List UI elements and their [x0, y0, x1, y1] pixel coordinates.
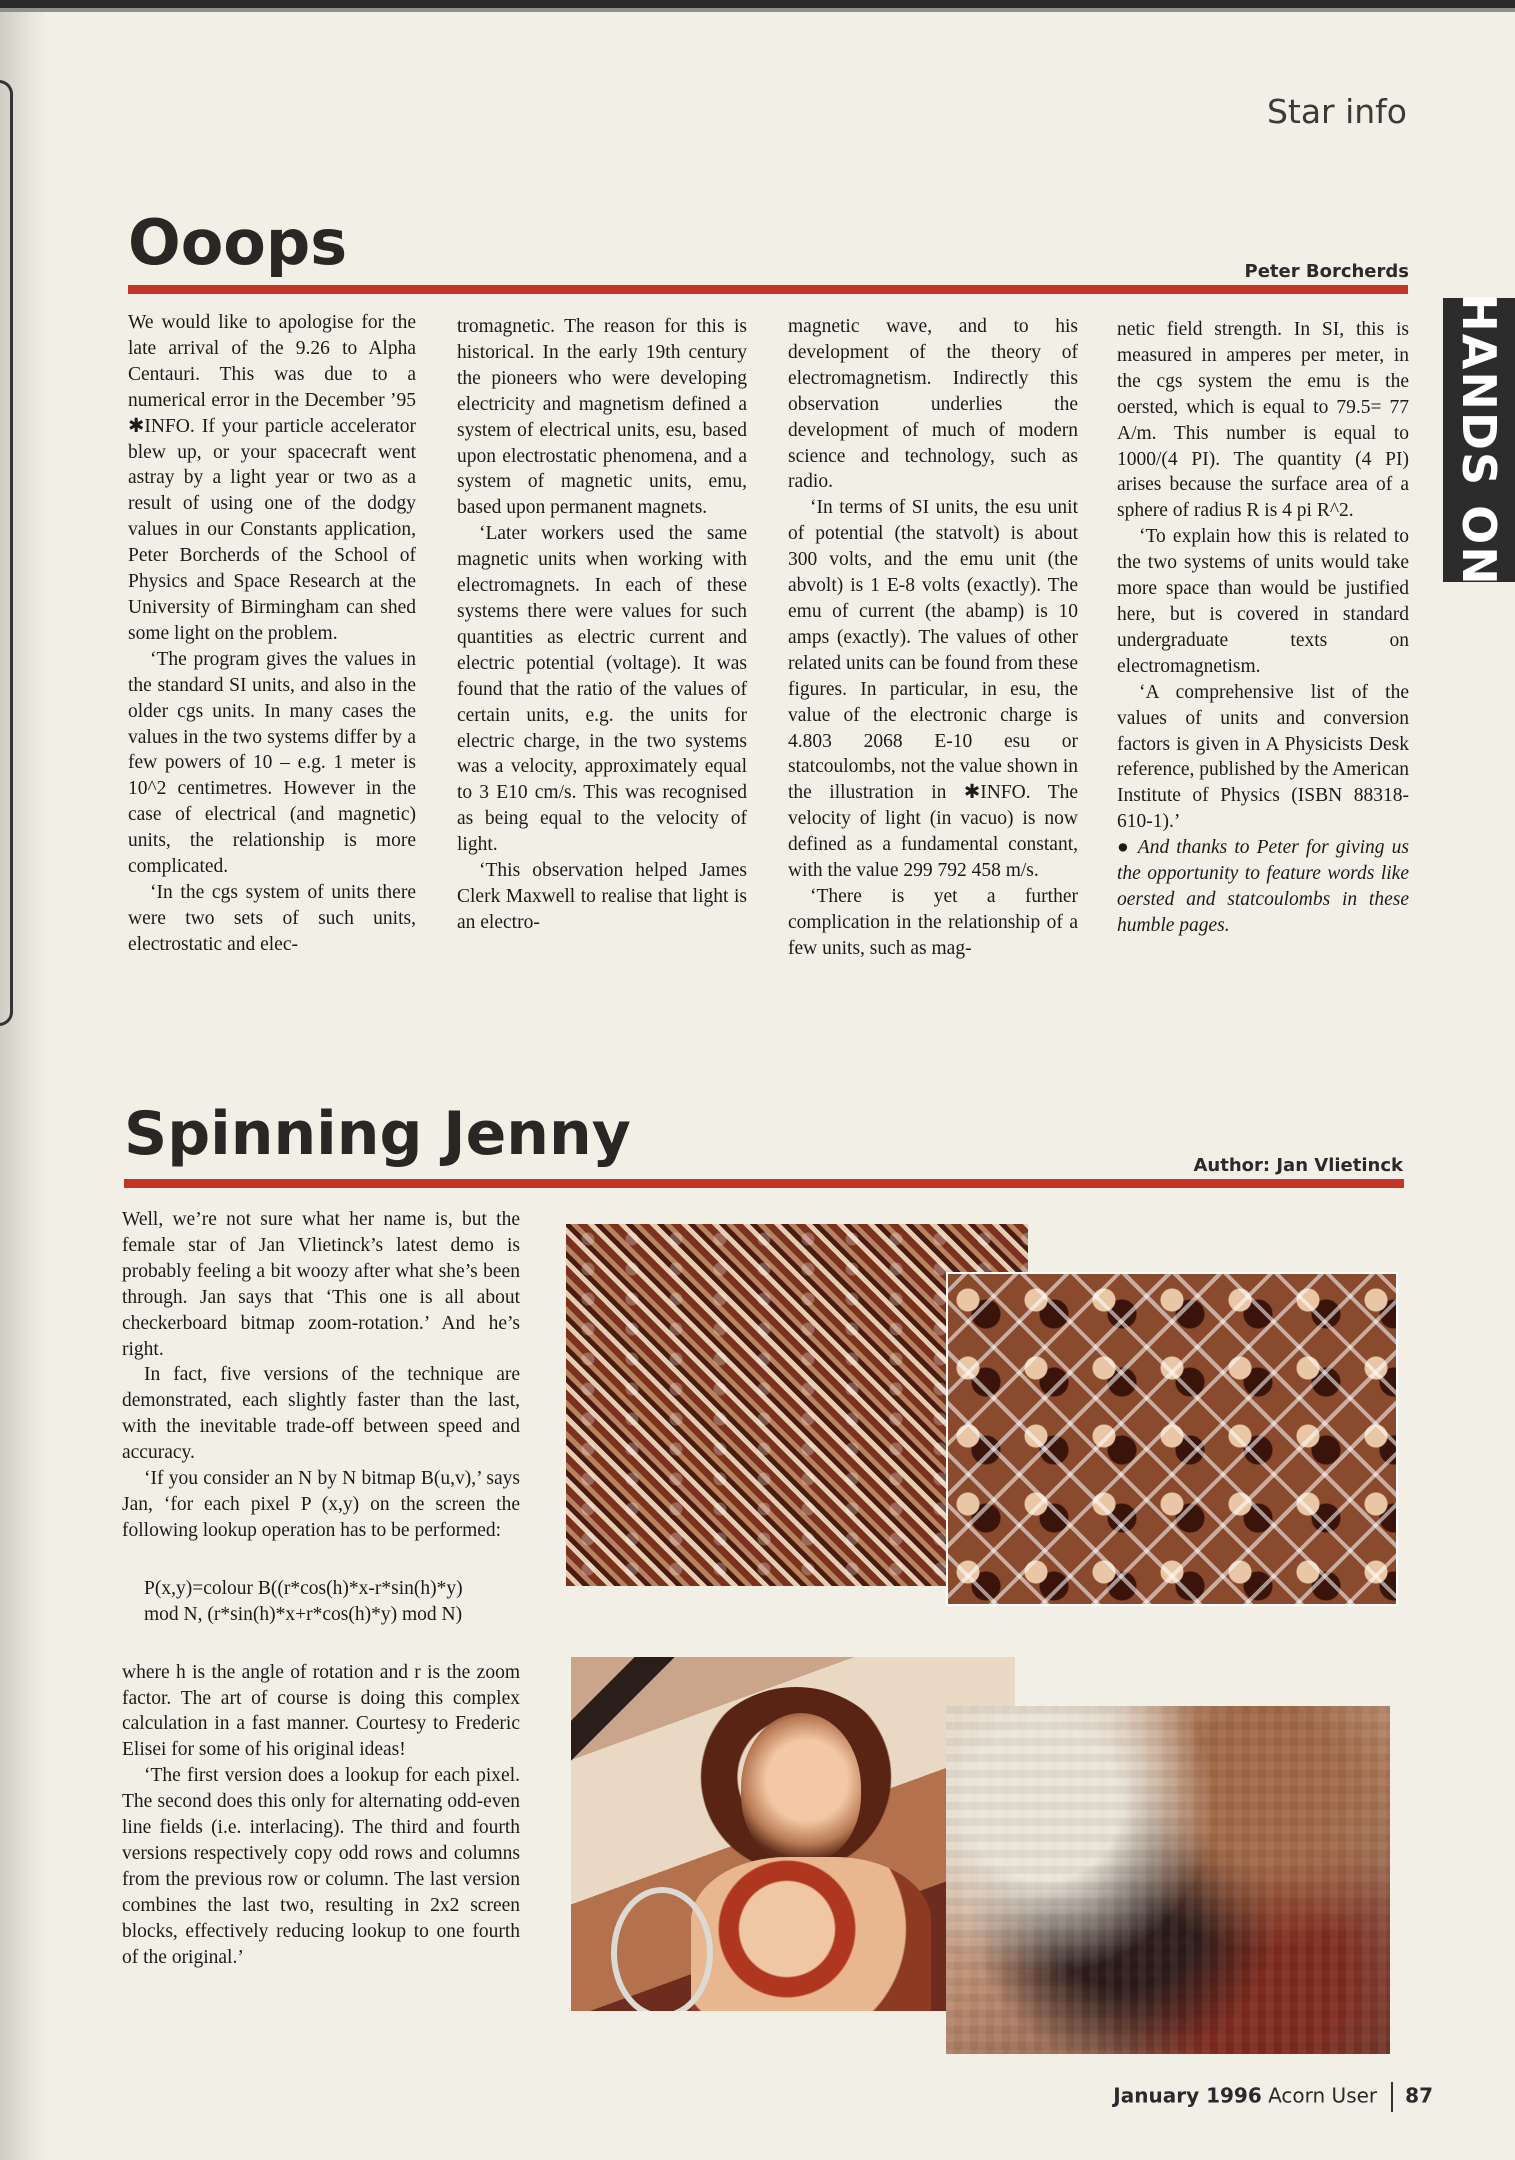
paragraph: ‘The first version does a lookup for each pixel. The second does this only for alternating odd-even line fields (i.e. interlacing). The third and fourth versions respectively copy odd rows and columns from the previous row or column. The last version combines the last two, resulting in 2x2 screen blocks, effectively reducing lookup to one fourth of the original.’ [122, 1765, 520, 1968]
article-byline-ooops: Peter Borcherds [1244, 261, 1409, 282]
ooops-column-4 [1117, 317, 1409, 939]
page-footer [1113, 2082, 1433, 2112]
formula-line-1: P(x,y)=colour B((r*cos(h)*x-r*sin(h)*y) [144, 1577, 463, 1599]
paragraph: ‘In terms of SI units, the esu unit of potential (the statvolt) is about 300 volts, and the emu unit (the abvolt) is 1 E-8 volts (exactly). The emu of current (the abamp) is 10 amps (exactly). The values of other related units can be found from these figures. In particular, in esu, the value of the electronic charge is 4.803 2068 E-10 esu or statcoulombs, not the value shown in the illustration in ✱INFO. The velocity of light (in vacuo) is now defined as a fundamental constant, with the value 299 792 458 m/s. [788, 497, 1078, 882]
paragraph: ‘This observation helped James Clerk Maxwell to realise that light is an electro- [457, 860, 747, 933]
paragraph: tromagnetic. The reason for this is historical. In the early 19th century the pioneers who were developing electricity and magnetism defined a system of electrical units, esu, based upon electrostatic phenomena, and a system of magnetic units, emu, based upon permanent magnets. [457, 316, 747, 519]
spinning-jenny-column [122, 1207, 520, 1970]
paragraph: ‘Later workers used the same magnetic units when working with electromagnets. In each of these systems there were values for such quantities as electric current and electric potential (voltage). It was found that the ratio of the values of certain units, e.g. the units for electric charge, in the two systems was a velocity, approximately equal to 3 E10 cm/s. This was recognised as being equal to the velocity of light. [457, 523, 747, 856]
paragraph: magnetic wave, and to his development of the theory of electromagnetism. Indirectly this observation underlies the development of much of modern science and technology, such as radio. [788, 316, 1078, 493]
pixelated-zoom-screenshot [946, 1706, 1390, 2054]
footer-magazine: Acorn User [1268, 2083, 1378, 2108]
paragraph: where h is the angle of rotation and r is the zoom factor. The art of course is doing this complex calculation in a fast manner. Courtesy to Frederic Elisei for some of his original ideas! [122, 1661, 520, 1761]
ooops-column-2 [457, 314, 747, 936]
page-number: 87 [1405, 2083, 1433, 2108]
paragraph: ‘A comprehensive list of the values of units and conversion factors is given in A Physicists Desk reference, published by the American Institute of Physics (ISBN 88318-610-1).’ [1117, 681, 1409, 833]
ooops-column-3 [788, 314, 1078, 962]
bullet-icon: ● [1117, 837, 1132, 859]
formula-line-2: mod N, (r*sin(h)*x+r*cos(h)*y) mod N) [144, 1603, 463, 1625]
closing-note-text: And thanks to Peter for giving us the opportunity to feature words like oersted and statcoulombs in these humble pages. [1117, 837, 1409, 936]
paragraph: ‘In the cgs system of units there were two sets of such units, electrostatic and elec- [128, 881, 416, 955]
section-label: Star info [1266, 92, 1407, 131]
facing-page-edge [0, 80, 13, 1026]
article-byline-spinning-jenny: Author: Jan Vlietinck [1193, 1155, 1403, 1176]
title-rule-spinning-jenny [124, 1179, 1404, 1188]
article-title-spinning-jenny: Spinning Jenny [124, 1099, 631, 1169]
formula [144, 1576, 520, 1628]
paragraph: ‘The program gives the values in the standard SI units, and also in the older cgs units. In many cases the values in the two systems differ by a few powers of 10 – e.g. 1 meter is 10^2 centimetres. However in the case of electrical (and magnetic) units, the relationship is more complicated. [128, 648, 416, 878]
footer-separator [1391, 2082, 1393, 2112]
side-tab [1443, 293, 1515, 587]
paragraph: ‘There is yet a further complication in the relationship of a few units, such as mag- [788, 885, 1078, 959]
closing-note [1117, 835, 1409, 939]
paragraph: ‘To explain how this is related to the two systems of units would take more space than would be justified here, but is covered in standard undergraduate texts on electromagnetism. [1117, 526, 1409, 677]
paragraph: netic field strength. In SI, this is measured in amperes per meter, in the cgs system the emu is the oersted, which is equal to 79.5= 77 A/m. This number is equal to 1000/(4 PI). The quantity (4 PI) arises because the surface area of a sphere of radius R is 4 pi R^2. [1117, 319, 1409, 522]
figure-body [691, 1857, 931, 2011]
ooops-column-1 [128, 310, 416, 958]
side-tab-label: HANDS ON [1452, 293, 1506, 587]
article-title-ooops: Ooops [128, 206, 348, 279]
paragraph: ‘If you consider an N by N bitmap B(u,v),’ says Jan, ‘for each pixel P (x,y) on the screen the following lookup operation has to be performed: [122, 1468, 520, 1541]
figure-head [741, 1713, 861, 1863]
figure-whip [611, 1887, 713, 2011]
paragraph: We would like to apologise for the late arrival of the 9.26 to Alpha Centauri. This was due to a numerical error in the December ’95 ✱INFO. If your particle accelerator blew up, or your spacecraft went astray by a light year or two as a result of using one of the dodgy values in our Constants application, Peter Borcherds of the School of Physics and Space Research at the University of Birmingham can shed some light on the problem. [128, 312, 416, 644]
rotated-tiles-screenshot [946, 1272, 1398, 1606]
footer-date: January 1996 [1113, 2083, 1262, 2108]
title-rule-ooops [128, 285, 1408, 294]
top-edge-bar [0, 0, 1515, 8]
paragraph: In fact, five versions of the technique are demonstrated, each slightly faster than the last, with the inevitable trade-off between speed and accuracy. [122, 1364, 520, 1464]
paragraph: Well, we’re not sure what her name is, but the female star of Jan Vlietinck’s latest demo is probably feeling a bit woozy after what she’s been through. Jan says that ‘This one is all about checkerboard bitmap zoom-rotation.’ And he’s right. [122, 1209, 520, 1360]
top-edge-highlight [0, 8, 1515, 12]
